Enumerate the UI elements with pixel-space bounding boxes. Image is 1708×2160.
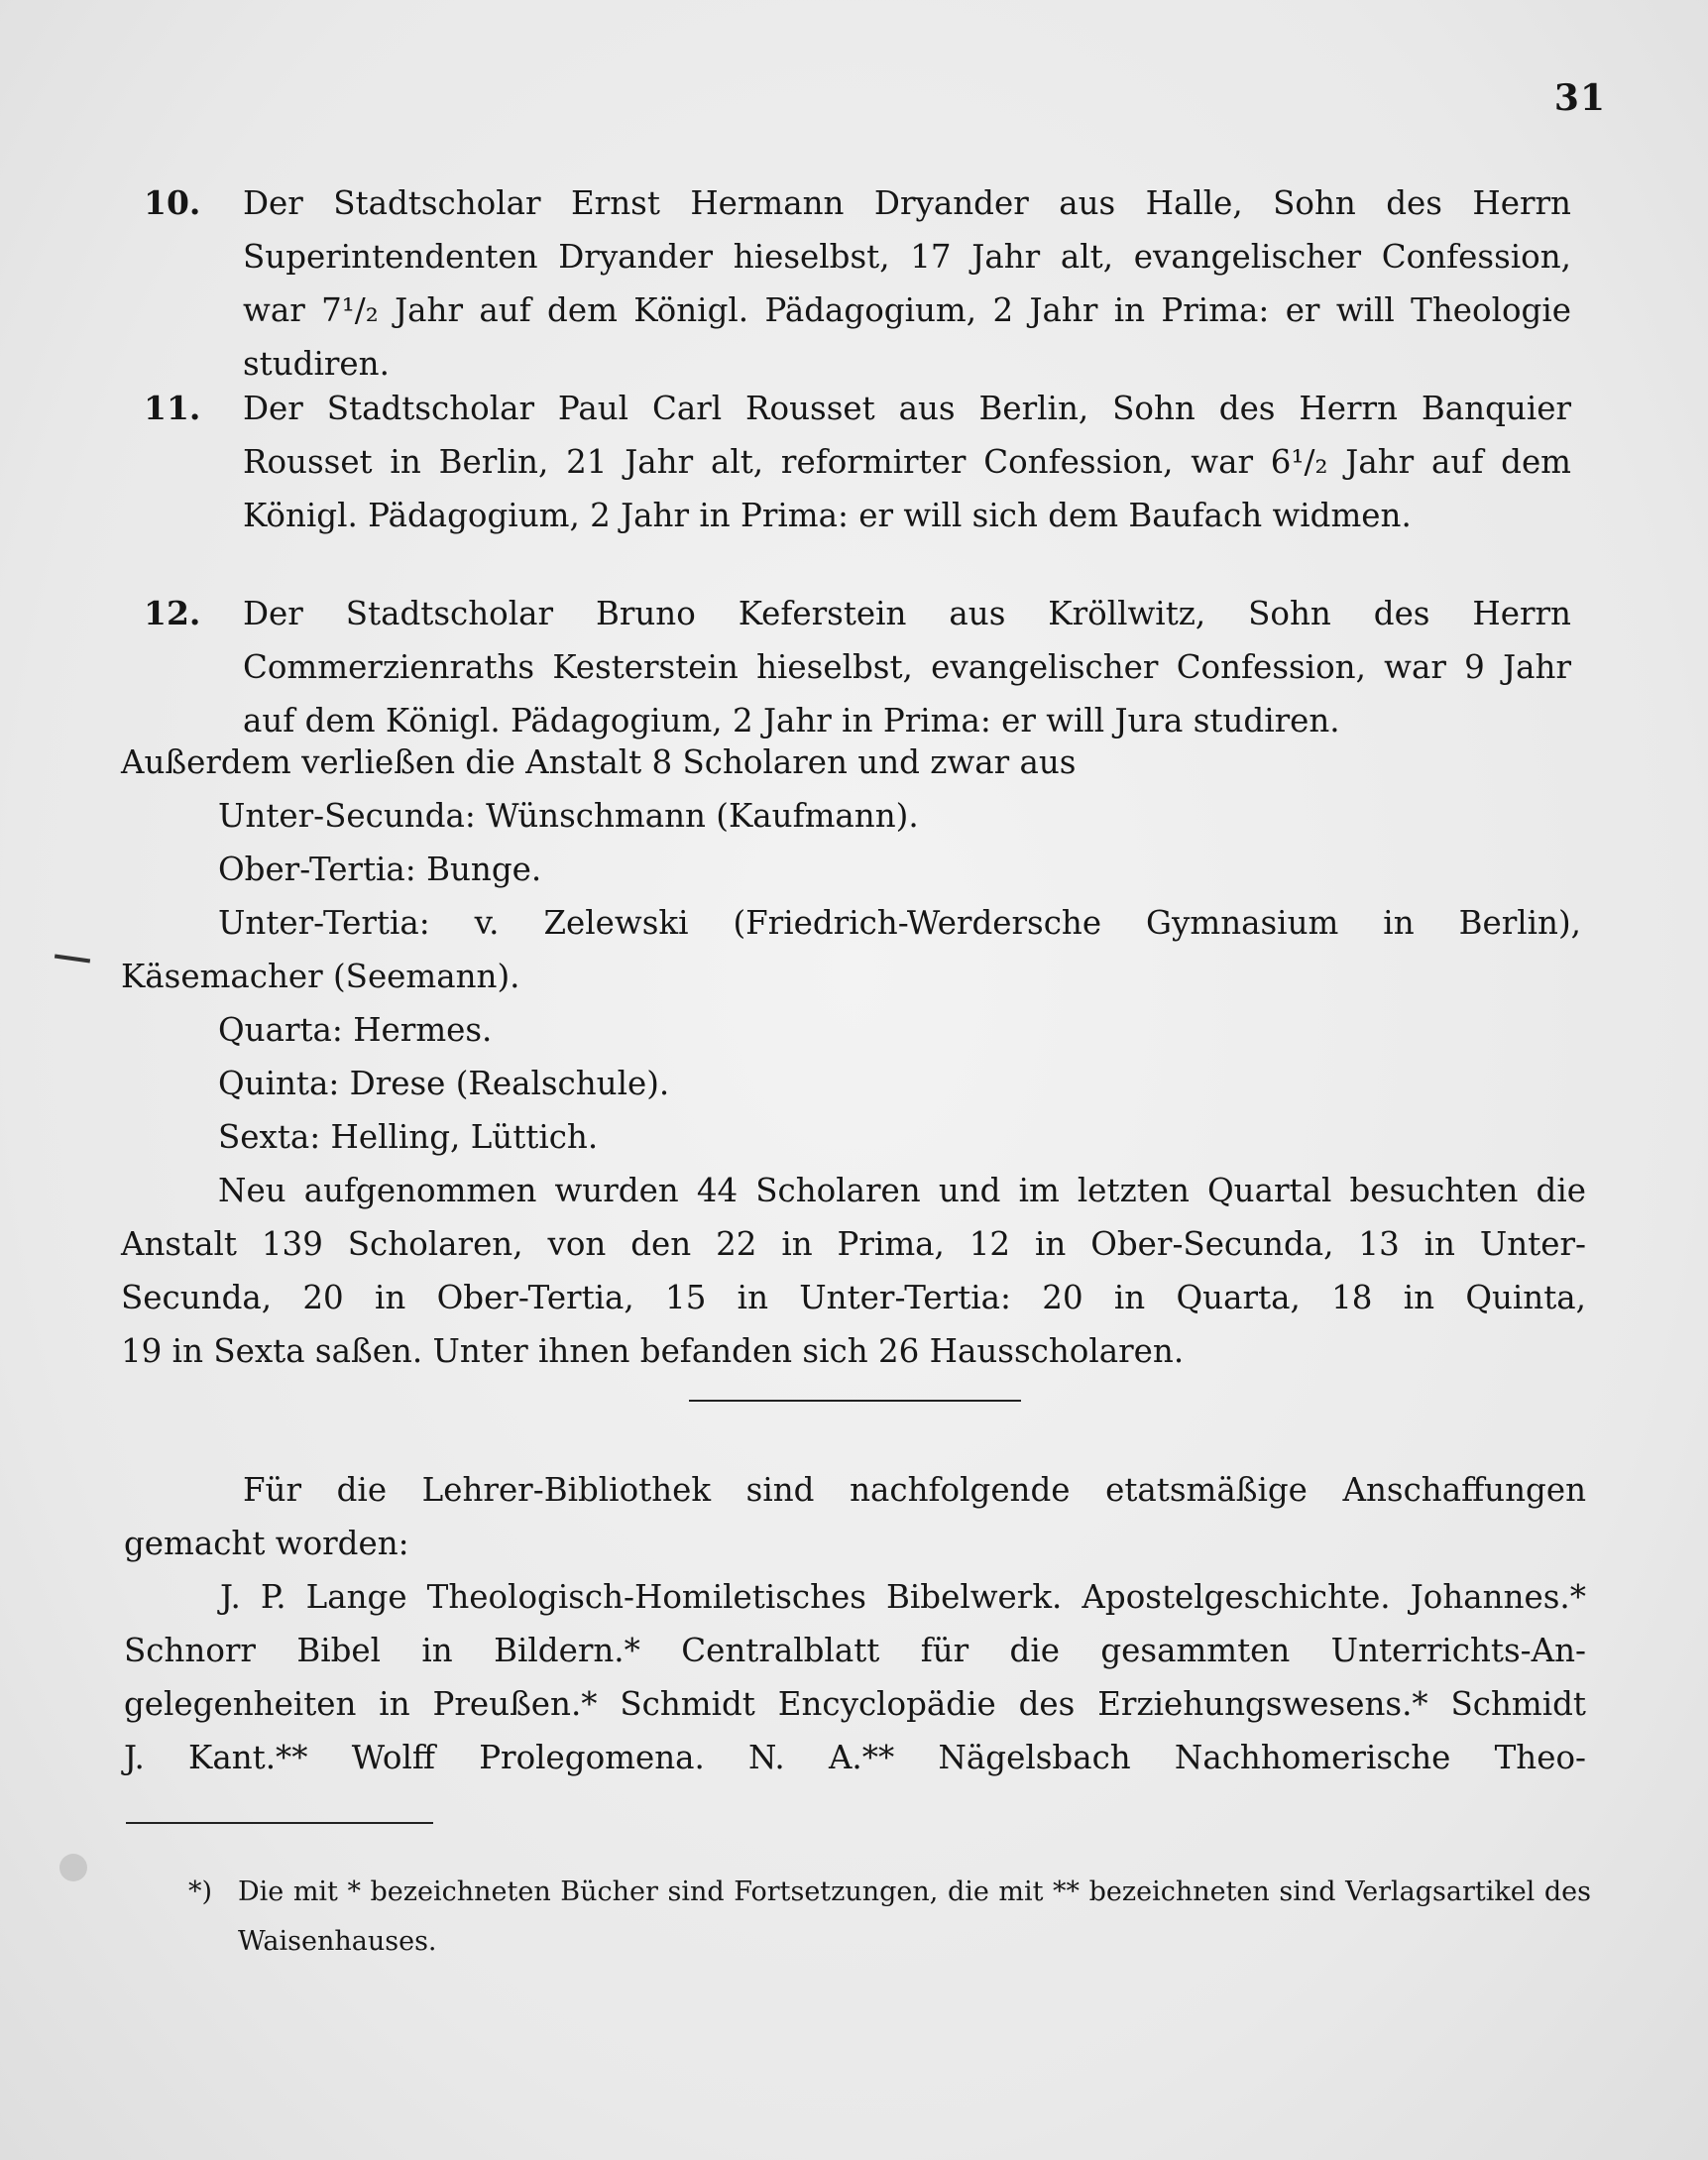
library-line: gemacht worden: (124, 1525, 409, 1562)
departure-line: Unter-Secunda: Wünschmann (Kaufmann). (218, 797, 919, 835)
library-line: J. P. Lange Theologisch-Homiletisches Bibelwerk. Apostelgeschichte. Johannes.* (220, 1578, 1586, 1616)
departure-line: Unter-Tertia: v. Zelewski (Friedrich-Werdersche Gymnasium in Berlin), (218, 904, 1581, 942)
enrollment-line: 19 in Sexta saßen. Unter ihnen befanden sich 26 Hausscholaren. (121, 1332, 1185, 1370)
departure-line: Ober-Tertia: Bunge. (218, 851, 542, 888)
footnote-divider (126, 1822, 433, 1824)
enrollment-line: Secunda, 20 in Ober-Tertia, 15 in Unter-Tertia: 20 in Quarta, 18 in Quinta, (121, 1279, 1586, 1316)
footnote-text: Die mit * bezeichneten Bücher sind Fortsetzungen, die mit ** bezeichneten sind Verlagsartikel des Waisenhauses. (238, 1876, 1591, 1957)
entry-number: 11. (144, 389, 201, 427)
library-line: gelegenheiten in Preußen.* Schmidt Encyclopädie des Erziehungswesens.* Schmidt (124, 1685, 1586, 1723)
entry-10 (134, 176, 1591, 395)
section-divider (689, 1400, 1021, 1402)
library-line: J. Kant.** Wolff Prolegomena. N. A.** Nägelsbach Nachhomerische Theo- (124, 1739, 1586, 1776)
departure-line: Käsemacher (Seemann). (121, 958, 520, 995)
ink-mark (55, 955, 90, 964)
departure-line: Quinta: Drese (Realschule). (218, 1065, 670, 1102)
entry-number: 12. (144, 594, 201, 632)
paper-stain (59, 1854, 87, 1881)
footnote-marker: *) (188, 1876, 213, 1907)
entry-text: Der Stadtscholar Paul Carl Rousset aus Berlin, Sohn des Herrn Banquier Rousset in Berlin, 21 Jahr alt, reformirter Confession, war 6¹/₂ Jahr auf dem Königl. Pädagogium, 2 Jahr in Prima: er will sich dem Baufach widmen. (243, 390, 1571, 534)
library-line: Für die Lehrer-Bibliothek sind nachfolgende etatsmäßige Anschaffungen (243, 1471, 1586, 1509)
entry-12 (134, 587, 1591, 755)
library-line: Schnorr Bibel in Bildern.* Centralblatt für die gesammten Unterrichts-An- (124, 1632, 1586, 1669)
entry-11 (134, 382, 1591, 600)
entry-text: Der Stadtscholar Bruno Keferstein aus Kröllwitz, Sohn des Herrn Commerzienraths Kesterstein hieselbst, evangelischer Confession, war 9 Jahr auf dem Königl. Pädagogium, 2 Jahr in Prima: er will Jura studiren. (243, 595, 1571, 739)
enrollment-line: Neu aufgenommen wurden 44 Scholaren und im letzten Quartal besuchten die (218, 1172, 1586, 1209)
page-number: 31 (1553, 77, 1606, 119)
departure-line: Quarta: Hermes. (218, 1011, 493, 1049)
entry-number: 10. (144, 183, 201, 222)
entry-text: Der Stadtscholar Ernst Hermann Dryander aus Halle, Sohn des Herrn Superintendenten Dryander hieselbst, 17 Jahr alt, evangelischer Confession, war 7¹/₂ Jahr auf dem Königl. Pädagogium, 2 Jahr in Prima: er will Theologie studiren. (243, 184, 1571, 383)
enrollment-line: Anstalt 139 Scholaren, von den 22 in Prima, 12 in Ober-Secunda, 13 in Unter- (121, 1225, 1586, 1263)
departure-line: Sexta: Helling, Lüttich. (218, 1118, 599, 1156)
departures-intro: Außerdem verließen die Anstalt 8 Scholaren und zwar aus (121, 743, 1077, 781)
